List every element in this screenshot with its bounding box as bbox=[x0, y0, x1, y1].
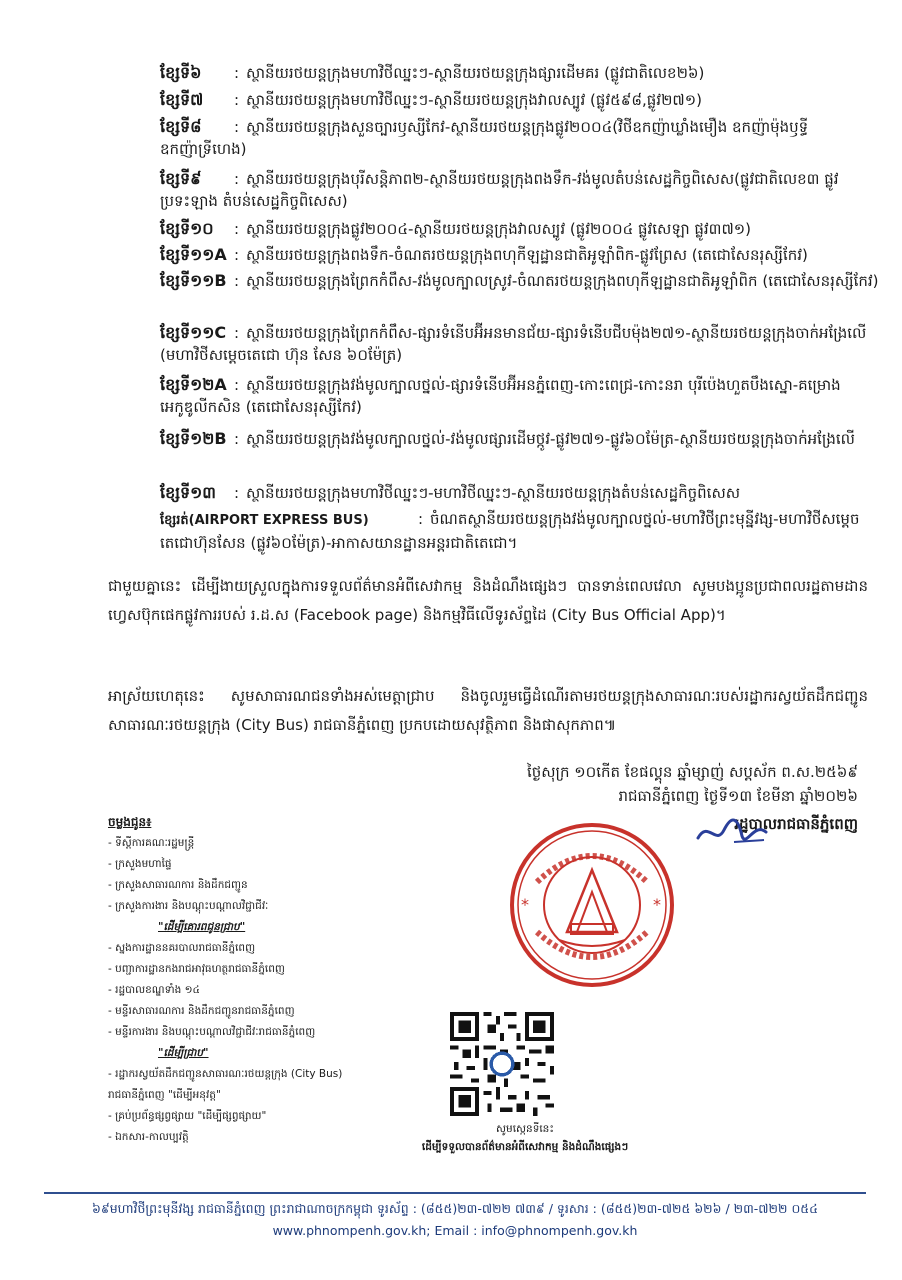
route-text: ស្ថានីយរថយន្តក្រុងវង់មូលក្បាលថ្នល់-វង់មូលផ្សារដើមថ្កូវ-ផ្លូវ២៧១-ផ្លូវ៦០ម៉ែត្រ-ស្ថានីយរថយន្តក្រុងចាក់អង្រែលើ bbox=[246, 430, 855, 448]
route-7: ខ្សែទី៧ : ស្ថានីយរថយន្តក្រុងមហាវិថីឈ្នះៗ-ស្ថានីយរថយន្តក្រុងវាលស្បូវ (ផ្លូវ៥៩៨,ផ្លូវ២៧១) bbox=[160, 90, 702, 109]
route-text: ស្ថានីយរថយន្តក្រុងមហាវិថីឈ្នះៗ-ស្ថានីយរថយន្តក្រុងវាលស្បូវ (ផ្លូវ៥៩៨,ផ្លូវ២៧១) bbox=[246, 91, 702, 109]
place-date: រាជធានីភ្នំពេញ ថ្ងៃទី១៣ ខែមីនា ឆ្នាំ២០២៦ bbox=[618, 787, 858, 805]
list-item: - ក្រសួងសាធារណការ និងដឹកជញ្ជូន bbox=[108, 879, 248, 891]
route-text: ចំណតស្ថានីយរថយន្តក្រុងវង់មូលក្បាលថ្នល់-មហាវិថីព្រះមុន្នីវង្ស-មហាវិថីសម្តេចតេជោហ៊ុនសែន (ផ្លូវ៦០ម៉ែត្រ)-អាកាសយានដ្ឋានអន្តរជាតិតេជោ។ bbox=[160, 510, 860, 552]
route-label: ខ្សែទី១១B bbox=[160, 271, 227, 290]
route-label: ខ្សែរត់(AIRPORT EXPRESS BUS) bbox=[160, 513, 369, 528]
route-text: ស្ថានីយរថយន្តក្រុងព្រែកកំពឹស-វង់មូលក្បាលស្រូវ-ចំណតរថយន្តក្រុងពហុកីឡដ្ឋានជាតិអូឡាំពិក (តេជោសែនរុស្សីកែវ) bbox=[246, 272, 879, 290]
qr-caption bbox=[380, 1120, 670, 1156]
route-11a: ខ្សែទី១១A : ស្ថានីយរថយន្តក្រុងពងទឹក-ចំណតរថយន្តក្រុងពហុកីឡដ្ឋានជាតិអូឡាំពិក-ផ្លូវព្រែស (តេជោសែនរុស្សីកែវ) bbox=[160, 245, 808, 264]
copy-to-heading: ចម្លងជូន៖ bbox=[108, 815, 152, 829]
route-11c: ខ្សែទី១១C : ស្ថានីយរថយន្តក្រុងព្រែកកំពឹស-ផ្សារទំនើបអ៊ីអនមានជ័យ-ផ្សារទំនើបជីបម៉ុង២៧១-ស្ថានីយរថយន្តក្រុងចាក់អង្រែលើ (មហាវិថីសម្តេចតេជោ ហ៊ុន សែន ៦០ម៉ែត្រ) bbox=[160, 323, 867, 364]
list-item: - ឯកសារ-កាលប្បវត្តិ bbox=[108, 1131, 189, 1143]
list-subheading: "ដើម្បីគោរពជូនជ្រាប" bbox=[158, 921, 246, 933]
route-text: ស្ថានីយរថយន្តក្រុងបុរីសន្តិភាព២-ស្ថានីយរថយន្តក្រុងពងទឹក-វង់មូលតំបន់សេដ្ឋកិច្ចពិសេស(ផ្លូវជាតិលេខ៣ ផ្លូវប្រទះឡាង តំបន់សេដ្ឋកិច្ចពិសេស) bbox=[160, 170, 839, 210]
route-label: ខ្សែទី១២B bbox=[160, 429, 227, 448]
list-item: - ក្រសួងមហាផ្ទៃ bbox=[108, 858, 172, 870]
list-subheading: "ដើម្បីជ្រាប" bbox=[158, 1047, 209, 1059]
footer-web-email: www.phnompenh.gov.kh; Email : info@phnompenh.gov.kh bbox=[272, 1223, 638, 1238]
paragraph-conclusion: អាស្រ័យហេតុនេះ សូមសាធារណជនទាំងអស់មេត្តាជ្រាប និងចូលរួមធ្វើដំណើរតាមរថយន្តក្រុងសាធារណៈរបស់រដ្ឋាករស្វយ័តដឹកជញ្ជូនសាធារណៈរថយន្តក្រុង (City Bus) រាជធានីភ្នំពេញ ប្រកបដោយសុវត្ថិភាព និងផាសុកភាព៕ bbox=[108, 687, 868, 734]
list-item: រាជធានីភ្នំពេញ "ដើម្បីអនុវត្ត" bbox=[108, 1089, 221, 1101]
route-label: ខ្សែទី១១A bbox=[160, 245, 227, 264]
route-label: ខ្សែទី១៣ bbox=[160, 483, 216, 502]
list-item: - ក្រសួងការងារ និងបណ្តុះបណ្តាលវិជ្ជាជីវៈ bbox=[108, 900, 269, 912]
route-label: ខ្សែទី៧ bbox=[160, 90, 204, 109]
route-text: ស្ថានីយរថយន្តក្រុងវង់មូលក្បាលថ្នល់-ផ្សារទំនើបអ៊ីអនភ្នំពេញ-កោះពេជ្រ-កោះនរា បុរីប៉េងហួតបឹងស្នោ-គម្រោងអេកូឌូលីកសិន (តេជោសែនរុស្សីកែវ) bbox=[160, 376, 841, 416]
signature-mark bbox=[694, 812, 770, 852]
svg-text:*: * bbox=[521, 895, 529, 914]
route-label: ខ្សែទី៨ bbox=[160, 117, 202, 136]
route-label: ខ្សែទី១២A bbox=[160, 375, 227, 394]
route-label: ខ្សែទី១០ bbox=[160, 219, 214, 238]
route-12b: ខ្សែទី១២B : ស្ថានីយរថយន្តក្រុងវង់មូលក្បាលថ្នល់-វង់មូលផ្សារដើមថ្កូវ-ផ្លូវ២៧១-ផ្លូវ៦០ម៉ែត្រ-ស្ថានីយរថយន្តក្រុងចាក់អង្រែលើ bbox=[160, 429, 855, 448]
route-text: ស្ថានីយរថយន្តក្រុងសួនច្បារឫស្សីកែវ-ស្ថានីយរថយន្តក្រុងផ្លូវ២០០៤(វិថីឧកញ៉ាឃ្លាំងមឿង ឧកញ៉ាម៉ុងឫទ្ធី ឧកញ៉ាទ្រីហេង) bbox=[160, 118, 809, 158]
route-13: ខ្សែទី១៣ : ស្ថានីយរថយន្តក្រុងមហាវិថីឈ្នះៗ-មហាវិថីឈ្នះៗ-ស្ថានីយរថយន្តក្រុងតំបន់សេដ្ឋកិច្ចពិសេស bbox=[160, 483, 741, 502]
list-item: - បញ្ជាការដ្ឋានកងរាជអាវុធហត្ថរាជធានីភ្នំពេញ bbox=[108, 963, 285, 975]
route-text: ស្ថានីយរថយន្តក្រុងមហាវិថីឈ្នះៗ-ស្ថានីយរថយន្តក្រុងផ្សារដើមគរ (ផ្លូវជាតិលេខ២៦) bbox=[246, 64, 705, 82]
paragraph-app-notice: ជាមួយគ្នានេះ ដើម្បីងាយស្រួលក្នុងការទទួលព័ត៌មានអំពីសេវាកម្ម និងដំណឹងផ្សេងៗ បានទាន់ពេលវេលា សូមបងប្អូនប្រជាពលរដ្ឋតាមដានហ្វេសប៊ុកផេកផ្លូវការរបស់ រ.ដ.ស (Facebook page) និងកម្មវិធីលើទូរស័ព្ទដៃ (City Bus Official App)។ bbox=[108, 577, 868, 624]
qr-code[interactable] bbox=[450, 1012, 554, 1116]
qr-caption-line: ដើម្បីទទួលបានព័ត៌មានអំពីសេវាកម្ម និងដំណឹងផ្សេងៗ bbox=[421, 1141, 629, 1153]
route-label: ខ្សែទី៦ bbox=[160, 63, 202, 82]
list-item: - រដ្ឋបាលខណ្ឌទាំង ១៤ bbox=[108, 984, 200, 996]
footer-address: ៦៩មហាវិថីព្រះមុនីវង្ស រាជធានីភ្នំពេញ ព្រះរាជាណាចក្រកម្ពុជា ទូរស័ព្ទ : (៨៥៥)២៣-៧២២ ៧៣៩ / ទូរសារ : (៨៥៥)២៣-៧២៥ ៦២៦ / ២៣-៧២២ ០៥៤ bbox=[92, 1201, 818, 1216]
list-item: - មន្ទីរការងារ និងបណ្តុះបណ្តាលវិជ្ជាជីវៈរាជធានីភ្នំពេញ bbox=[108, 1026, 316, 1038]
route-text: ស្ថានីយរថយន្តក្រុងផ្លូវ២០០៤-ស្ថានីយរថយន្តក្រុងវាលស្បូវ (ផ្លូវ២០០៤ ផ្លូវសេឡា ផ្លូវ៣៧១) bbox=[246, 220, 752, 238]
route-9: ខ្សែទី៩ : ស្ថានីយរថយន្តក្រុងបុរីសន្តិភាព២-ស្ថានីយរថយន្តក្រុងពងទឹក-វង់មូលតំបន់សេដ្ឋកិច្ចពិសេស(ផ្លូវជាតិលេខ៣ ផ្លូវប្រទះឡាង តំបន់សេដ្ឋកិច្ចពិសេស) bbox=[160, 169, 839, 210]
route-text: ស្ថានីយរថយន្តក្រុងមហាវិថីឈ្នះៗ-មហាវិថីឈ្នះៗ-ស្ថានីយរថយន្តក្រុងតំបន់សេដ្ឋកិច្ចពិសេស bbox=[246, 484, 741, 502]
lunar-date: ថ្ងៃសុក្រ ១០កើត ខែផល្គុន ឆ្នាំម្សាញ់ សប្តស័ក ព.ស.២៥៦៩ bbox=[526, 763, 858, 781]
copy-to-list bbox=[108, 812, 408, 1148]
route-11b: ខ្សែទី១១B : ស្ថានីយរថយន្តក្រុងព្រែកកំពឹស-វង់មូលក្បាលស្រូវ-ចំណតរថយន្តក្រុងពហុកីឡដ្ឋានជាតិអូឡាំពិក (តេជោសែនរុស្សីកែវ) bbox=[160, 271, 879, 290]
route-label: ខ្សែទី១១C bbox=[160, 323, 227, 342]
route-airport-express: ខ្សែរត់(AIRPORT EXPRESS BUS) : ចំណតស្ថានីយរថយន្តក្រុងវង់មូលក្បាលថ្នល់-មហាវិថីព្រះមុន្នីវង្ស-មហាវិថីសម្តេចតេជោហ៊ុនសែន (ផ្លូវ៦០ម៉ែត្រ)-អាកាសយានដ្ឋានអន្តរជាតិតេជោ។ bbox=[160, 510, 860, 552]
list-item: - រដ្ឋាករស្វយ័តដឹកជញ្ជូនសាធារណៈរថយន្តក្រុង (City Bus) bbox=[108, 1068, 343, 1080]
route-12a: ខ្សែទី១២A : ស្ថានីយរថយន្តក្រុងវង់មូលក្បាលថ្នល់-ផ្សារទំនើបអ៊ីអនភ្នំពេញ-កោះពេជ្រ-កោះនរា បុរីប៉េងហួតបឹងស្នោ-គម្រោងអេកូឌូលីកសិន (តេជោសែនរុស្សីកែវ) bbox=[160, 375, 841, 416]
list-item: - មន្ទីរសាធារណការ និងដឹកជញ្ជូនរាជធានីភ្នំពេញ bbox=[108, 1005, 295, 1017]
qr-caption-line: សូមស្កេនទីនេះ bbox=[496, 1123, 554, 1135]
list-item: - គ្រប់ប្រព័ន្ធផ្សព្វផ្សាយ "ដើម្បីផ្សព្វផ្សាយ" bbox=[108, 1110, 267, 1122]
official-seal bbox=[507, 820, 677, 990]
footer bbox=[44, 1198, 866, 1242]
svg-text:*: * bbox=[653, 895, 661, 914]
route-text: ស្ថានីយរថយន្តក្រុងពងទឹក-ចំណតរថយន្តក្រុងពហុកីឡដ្ឋានជាតិអូឡាំពិក-ផ្លូវព្រែស (តេជោសែនរុស្សីកែវ) bbox=[246, 246, 808, 264]
footer-divider bbox=[44, 1192, 866, 1194]
route-label: ខ្សែទី៩ bbox=[160, 169, 202, 188]
list-item: - ស្នងការដ្ឋាននគរបាលរាជធានីភ្នំពេញ bbox=[108, 942, 256, 954]
route-10: ខ្សែទី១០ : ស្ថានីយរថយន្តក្រុងផ្លូវ២០០៤-ស្ថានីយរថយន្តក្រុងវាលស្បូវ (ផ្លូវ២០០៤ ផ្លូវសេឡា ផ្លូវ៣៧១) bbox=[160, 219, 752, 238]
route-text: ស្ថានីយរថយន្តក្រុងព្រែកកំពឹស-ផ្សារទំនើបអ៊ីអនមានជ័យ-ផ្សារទំនើបជីបម៉ុង២៧១-ស្ថានីយរថយន្តក្រុងចាក់អង្រែលើ (មហាវិថីសម្តេចតេជោ ហ៊ុន សែន ៦០ម៉ែត្រ) bbox=[160, 324, 867, 364]
list-item: - ទីស្តីការគណៈរដ្ឋមន្ត្រី bbox=[108, 837, 195, 849]
route-8: ខ្សែទី៨ : ស្ថានីយរថយន្តក្រុងសួនច្បារឫស្សីកែវ-ស្ថានីយរថយន្តក្រុងផ្លូវ២០០៤(វិថីឧកញ៉ាឃ្លាំងមឿង ឧកញ៉ាម៉ុងឫទ្ធី ឧកញ៉ាទ្រីហេង) bbox=[160, 117, 809, 158]
route-6: ខ្សែទី៦ : ស្ថានីយរថយន្តក្រុងមហាវិថីឈ្នះៗ-ស្ថានីយរថយន្តក្រុងផ្សារដើមគរ (ផ្លូវជាតិលេខ២៦) bbox=[160, 63, 705, 82]
issuing-authority: រដ្ឋបាលរាជធានីភ្នំពេញ bbox=[734, 815, 858, 833]
